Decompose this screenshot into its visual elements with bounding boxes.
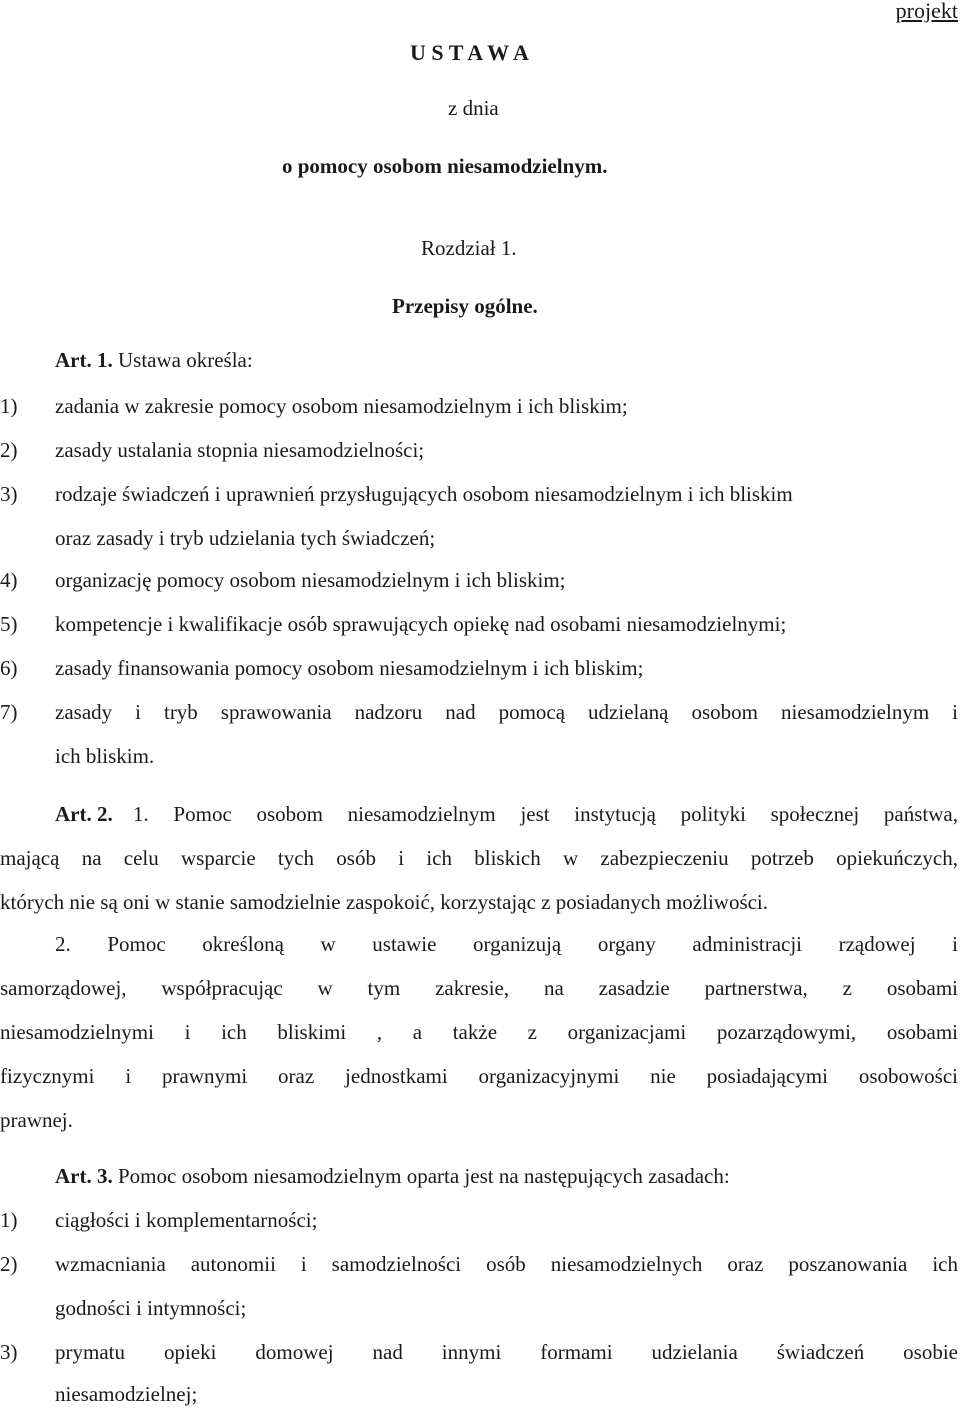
art2-label: Art. 2.	[55, 802, 113, 826]
list-number: 2)	[0, 1252, 18, 1276]
art2-p2-line: fizycznymi i prawnymi oraz jednostkami organizacyjnymi nie posiadającymi osobowości	[0, 1064, 958, 1088]
art2-p2-line: 2. Pomoc określoną w ustawie organizują organy administracji rządowej i	[55, 932, 958, 956]
list-text: organizację pomocy osobom niesamodzielnym i ich bliskim;	[55, 568, 566, 592]
list-text: prymatu opieki domowej nad innymi formami udzielania świadczeń osobie	[55, 1340, 958, 1364]
art3-intro: Pomoc osobom niesamodzielnym oparta jest na następujących zasadach:	[117, 1164, 730, 1188]
chapter-name: Przepisy ogólne.	[392, 294, 538, 318]
list-number: 3)	[0, 482, 18, 506]
list-number: 2)	[0, 438, 18, 462]
list-text: ciągłości i komplementarności;	[55, 1208, 318, 1232]
list-number: 1)	[0, 1208, 18, 1232]
list-text-continued: ich bliskim.	[55, 744, 155, 768]
art1-label: Art. 1.	[55, 348, 113, 372]
art3-label: Art. 3.	[55, 1164, 113, 1188]
art1-heading	[55, 348, 253, 373]
projekt-label: projekt	[895, 0, 958, 23]
list-text: zasady i tryb sprawowania nadzoru nad pomocą udzielaną osobom niesamodzielnym i	[55, 700, 958, 724]
art3-heading	[55, 1164, 730, 1189]
list-text: wzmacniania autonomii i samodzielności osób niesamodzielnych oraz poszanowania ich	[55, 1252, 958, 1276]
list-number: 4)	[0, 568, 18, 592]
list-number: 1)	[0, 394, 18, 418]
chapter-number: Rozdział 1.	[421, 236, 517, 260]
list-text: rodzaje świadczeń i uprawnień przysługujących osobom niesamodzielnym i ich bliskim	[55, 482, 793, 506]
art2-p2-line: prawnej.	[0, 1108, 73, 1132]
art2-p1-line: 1. Pomoc osobom niesamodzielnym jest instytucją polityki społecznej państwa,	[133, 802, 958, 826]
art1-intro: Ustawa określa:	[117, 348, 253, 372]
list-text-continued: niesamodzielnej;	[55, 1382, 198, 1406]
art2-p2-line: niesamodzielnymi i ich bliskimi , a także z organizacjami pozarządowymi, osobami	[0, 1020, 958, 1044]
list-text: zasady finansowania pomocy osobom niesamodzielnym i ich bliskim;	[55, 656, 644, 680]
act-subject: o pomocy osobom niesamodzielnym.	[282, 154, 608, 178]
list-text: zasady ustalania stopnia niesamodzielności;	[55, 438, 425, 462]
art2-p1-line: których nie są oni w stanie samodzielnie zaspokoić, korzystając z posiadanych możliwości.	[0, 890, 769, 914]
art2-p1-line: mającą na celu wsparcie tych osób i ich bliskich w zabezpieczeniu potrzeb opiekuńczych,	[0, 846, 958, 870]
list-number: 7)	[0, 700, 18, 724]
list-text-continued: oraz zasady i tryb udzielania tych świadczeń;	[55, 526, 436, 550]
list-number: 5)	[0, 612, 18, 636]
act-title: U S T A W A	[410, 40, 529, 65]
list-number: 6)	[0, 656, 18, 680]
art2-p2-line: samorządowej, współpracując w tym zakresie, na zasadzie partnerstwa, z osobami	[0, 976, 958, 1000]
list-number: 3)	[0, 1340, 18, 1364]
act-date: z dnia	[448, 96, 499, 120]
list-text: kompetencje i kwalifikacje osób sprawujących opiekę nad osobami niesamodzielnymi;	[55, 612, 787, 636]
list-text: zadania w zakresie pomocy osobom niesamodzielnym i ich bliskim;	[55, 394, 628, 418]
list-text-continued: godności i intymności;	[55, 1296, 247, 1320]
